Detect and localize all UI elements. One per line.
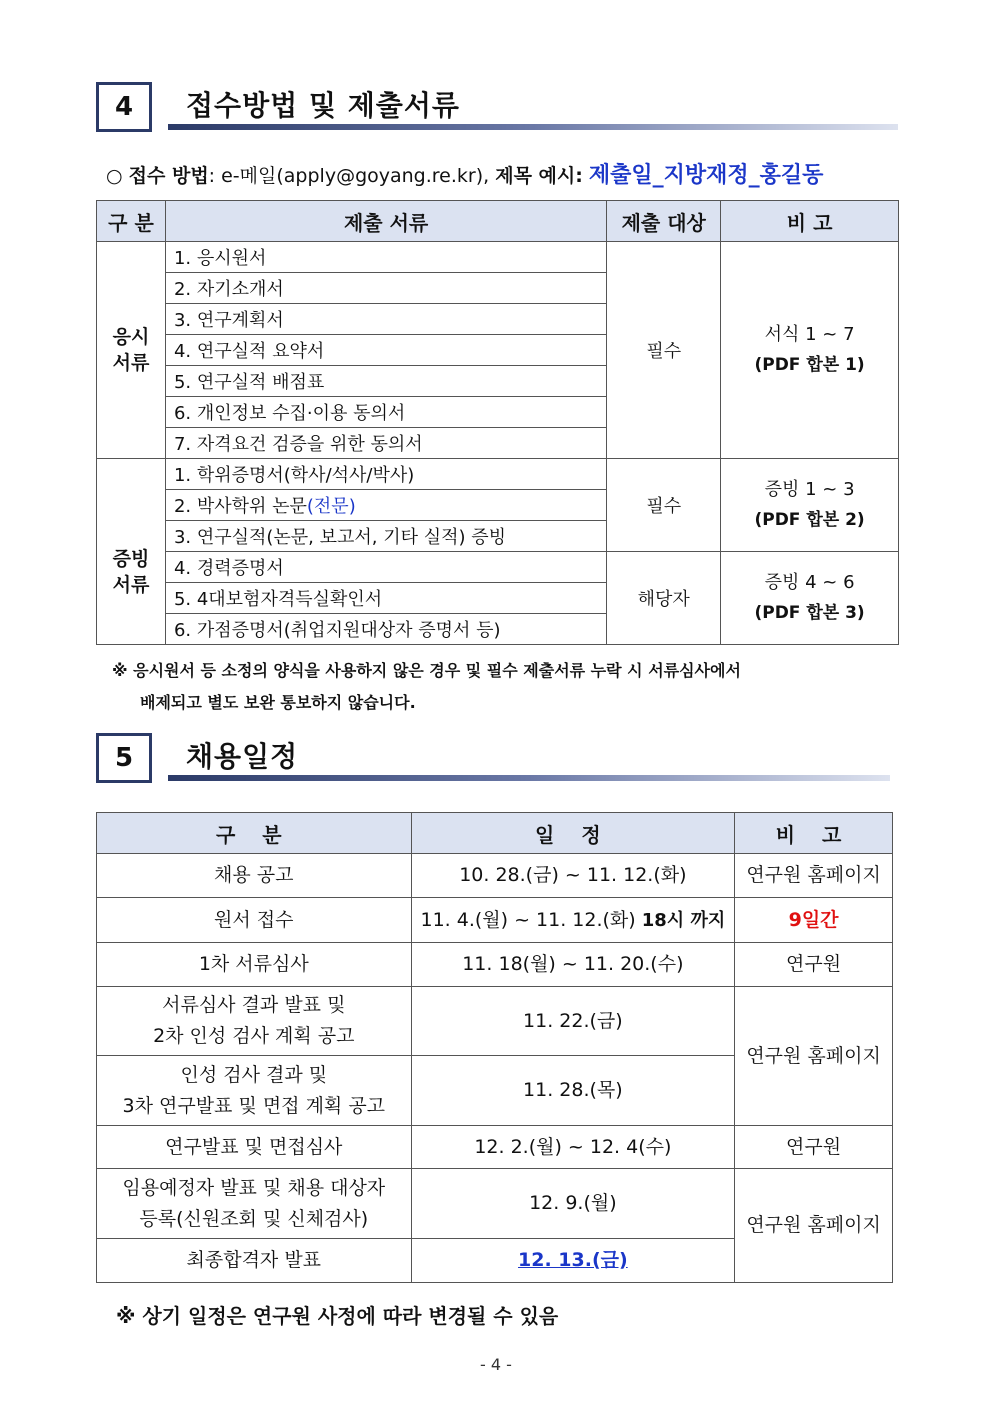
header-documents: 제출 서류 — [165, 201, 606, 242]
document-item: 1. 학위증명서(학사/석사/박사) — [165, 459, 606, 490]
example-label: 제목 예시: — [495, 165, 583, 187]
table-header-row — [97, 201, 899, 242]
section-title: 채용일정 — [186, 740, 299, 773]
document-item: 1. 응시원서 — [165, 242, 606, 273]
table-header-row — [97, 813, 893, 854]
target-required: 필수 — [607, 459, 721, 552]
table-row — [97, 854, 893, 898]
page-number: - 4 - — [480, 1355, 512, 1374]
header-category: 구 분 — [97, 813, 412, 854]
submission-notice: ※ 응시원서 등 소정의 양식을 사용하지 않은 경우 및 필수 제출서류 누락 시 서류심사에서 배제되고 별도 보완 통보하지 않습니다. — [112, 661, 741, 712]
schedule-footnote: ※ 상기 일정은 연구원 사정에 따라 변경될 수 있음 — [116, 1304, 559, 1328]
table-row — [97, 242, 899, 273]
method-label: 접수 방법 — [128, 165, 209, 187]
schedule-label: 임용예정자 발표 및 채용 대상자 등록(신원조회 및 신체검사) — [97, 1169, 412, 1239]
table-row — [97, 898, 893, 943]
category-evidence: 증빙 서류 — [97, 459, 166, 645]
schedule-label: 채용 공고 — [97, 854, 412, 898]
schedule-date: 11. 22.(금) — [411, 987, 735, 1056]
schedule-date: 12. 2.(월) ~ 12. 4(수) — [411, 1126, 735, 1169]
header-schedule: 일 정 — [411, 813, 735, 854]
table-row — [97, 1126, 893, 1169]
section-number-box: 5 — [96, 733, 152, 783]
header-target: 제출 대상 — [607, 201, 721, 242]
note-evidence-2: 증빙 4 ~ 6 (PDF 합본 3) — [721, 552, 899, 645]
header-note: 비 고 — [721, 201, 899, 242]
submission-method-line — [106, 158, 823, 189]
document-item: 5. 4대보험자격득실확인서 — [165, 583, 606, 614]
document-item: 6. 가점증명서(취업지원대상자 증명서 등) — [165, 614, 606, 645]
schedule-date: 12. 9.(월) — [411, 1169, 735, 1239]
section-number-box: 4 — [96, 82, 152, 132]
category-application: 응시 서류 — [97, 242, 166, 459]
schedule-note: 연구원 — [735, 1126, 893, 1169]
note-forms: 서식 1 ~ 7 (PDF 합본 1) — [721, 242, 899, 459]
schedule-date: 11. 4.(월) ~ 11. 12.(화) 18시 까지 — [411, 898, 735, 943]
document-item: 4. 연구실적 요약서 — [165, 335, 606, 366]
schedule-table — [96, 812, 893, 1283]
schedule-label: 원서 접수 — [97, 898, 412, 943]
schedule-note: 연구원 홈페이지 — [735, 854, 893, 898]
schedule-note: 연구원 — [735, 943, 893, 987]
table-row — [97, 459, 899, 490]
table-row — [97, 943, 893, 987]
target-applicable: 해당자 — [607, 552, 721, 645]
document-item: 3. 연구계획서 — [165, 304, 606, 335]
document-item: 7. 자격요건 검증을 위한 동의서 — [165, 428, 606, 459]
section-4-header — [96, 82, 901, 124]
schedule-date: 12. 13.(금) — [411, 1239, 735, 1283]
target-required: 필수 — [607, 242, 721, 459]
document-item: 4. 경력증명서 — [165, 552, 606, 583]
document-item: 5. 연구실적 배점표 — [165, 366, 606, 397]
schedule-note: 연구원 홈페이지 — [735, 1169, 893, 1283]
schedule-note: 9일간 — [735, 898, 893, 943]
schedule-date: 11. 28.(목) — [411, 1056, 735, 1126]
table-row — [97, 1169, 893, 1239]
document-item: 2. 자기소개서 — [165, 273, 606, 304]
schedule-label: 1차 서류심사 — [97, 943, 412, 987]
section-underline — [168, 775, 890, 781]
section-underline — [168, 124, 898, 130]
schedule-label: 연구발표 및 면접심사 — [97, 1126, 412, 1169]
method-value: : e-메일(apply@goyang.re.kr), — [208, 165, 490, 187]
note-evidence-1: 증빙 1 ~ 3 (PDF 합본 2) — [721, 459, 899, 552]
schedule-label: 최종합격자 발표 — [97, 1239, 412, 1283]
document-item: 6. 개인정보 수집·이용 동의서 — [165, 397, 606, 428]
table-row — [97, 987, 893, 1056]
header-note: 비 고 — [735, 813, 893, 854]
document-item: 3. 연구실적(논문, 보고서, 기타 실적) 증빙 — [165, 521, 606, 552]
schedule-note: 연구원 홈페이지 — [735, 987, 893, 1126]
document-item: 2. 박사학위 논문(전문) — [165, 490, 606, 521]
header-category: 구 분 — [97, 201, 166, 242]
section-title: 접수방법 및 제출서류 — [186, 89, 460, 122]
documents-table — [96, 200, 899, 645]
schedule-date: 11. 18(월) ~ 11. 20.(수) — [411, 943, 735, 987]
schedule-label: 인성 검사 결과 및 3차 연구발표 및 면접 계획 공고 — [97, 1056, 412, 1126]
example-value: 제출일_지방재정_홍길동 — [588, 163, 824, 188]
circle-bullet: ○ — [106, 165, 123, 187]
schedule-label: 서류심사 결과 발표 및 2차 인성 검사 계획 공고 — [97, 987, 412, 1056]
schedule-date: 10. 28.(금) ~ 11. 12.(화) — [411, 854, 735, 898]
section-5-header — [96, 733, 901, 775]
table-row — [97, 552, 899, 583]
